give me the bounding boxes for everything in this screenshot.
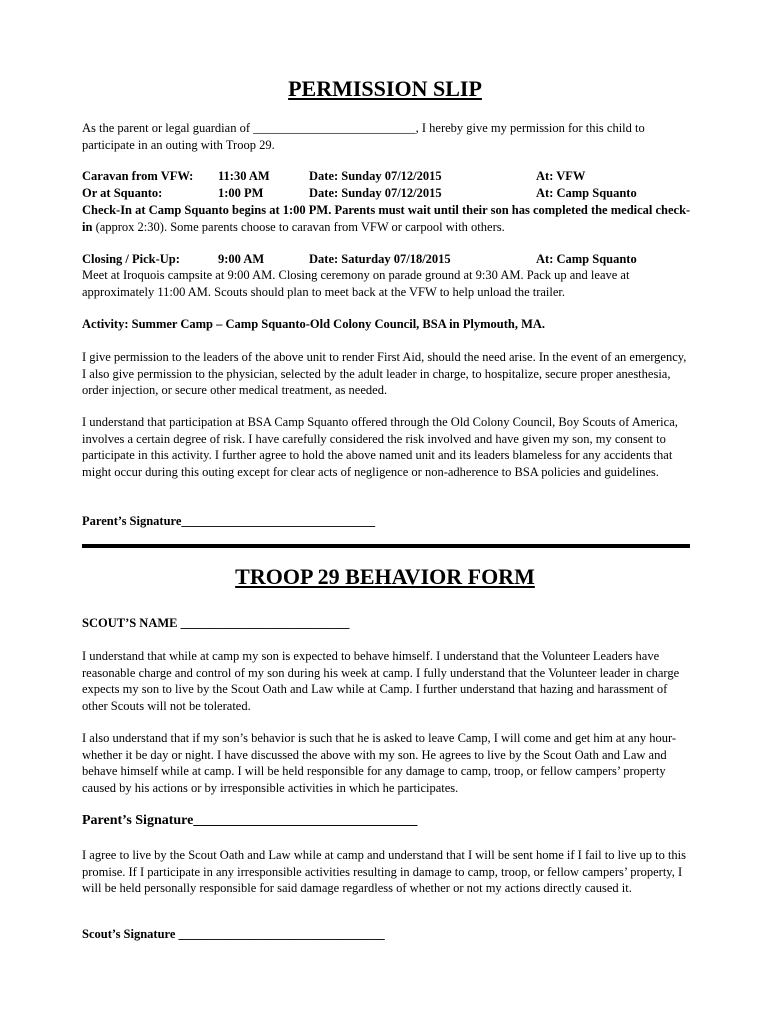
schedule-label: Closing / Pick-Up: <box>82 252 180 266</box>
parent-signature-line[interactable]: Parent’s Signature_______________________________ <box>82 514 376 528</box>
schedule-date: Date: Sunday 07/12/2015 <box>309 186 442 200</box>
schedule-date: Date: Sunday 07/12/2015 <box>309 169 442 183</box>
checkin-paragraph <box>82 202 692 235</box>
permission-slip-title: PERMISSION SLIP <box>288 76 482 101</box>
section-divider <box>82 544 690 548</box>
scout-promise-paragraph: I agree to live by the Scout Oath and Law while at camp and understand that I will be sent home if I fail to live up to this promise. If I participate in any irresponsible activities resulting in damage to camp, troop, or fellow campers’ property, I will be held personally responsible for said damage regardless of whether or not my actions directly caused it. <box>82 848 687 895</box>
intro-paragraph: As the parent or legal guardian of __________________________, I hereby give my permission for this child to participate in an outing with Troop 29. <box>82 121 645 152</box>
schedule-label: Caravan from VFW: <box>82 169 194 183</box>
risk-paragraph: I understand that participation at BSA Camp Squanto offered through the Old Colony Council, Boy Scouts of America, involves a certain degree of risk. I have carefully considered the risk involved and have given my son, my consent to participate in this activity. I further agree to hold the above named unit and its leaders blameless for any accidents that might occur during this outing except for clear acts of negligence or non-adherence to BSA policies and guidelines. <box>82 415 678 479</box>
parent-signature-line-2[interactable]: Parent’s Signature________________________________ <box>82 813 418 828</box>
scout-signature-line[interactable]: Scout’s Signature _________________________________ <box>82 927 385 941</box>
checkin-bold-text: Check-In at Camp Squanto begins at 1:00 PM. Parents must wait until their son has completed the medical check-in <box>82 203 691 234</box>
checkin-note-text: (approx 2:30). Some parents choose to caravan from VFW or carpool with others. <box>92 219 505 234</box>
schedule-time: 1:00 PM <box>218 186 264 200</box>
behavior-form-title: TROOP 29 BEHAVIOR FORM <box>235 564 535 589</box>
schedule-date: Date: Saturday 07/18/2015 <box>309 252 451 266</box>
schedule-time: 11:30 AM <box>218 169 270 183</box>
closing-paragraph: Meet at Iroquois campsite at 9:00 AM. Closing ceremony on parade ground at 9:30 AM. Pack up and leave at approximately 11:00 AM. Scouts should plan to meet back at the VFW to help unload the trailer. <box>82 268 630 299</box>
schedule-location: At: VFW <box>536 169 586 183</box>
first-aid-paragraph: I give permission to the leaders of the above unit to render First Aid, should the need arise. In the event of an emergency, I also give permission to the physician, selected by the adult leader in charge, to hospitalize, secure proper anesthesia, order injection, or secure other medical treatment, as needed. <box>82 350 687 397</box>
behavior-paragraph-2: I also understand that if my son’s behavior is such that he is asked to leave Camp, I will come and get him at any hour-whether it be day or night. I have discussed the above with my son. He agrees to live by the Scout Oath and Law and behave himself while at camp. I will be held responsible for any damage to camp, troop, or fellow campers’ property caused by his actions or by irresponsible activities in which he participates. <box>82 731 677 795</box>
schedule-label: Or at Squanto: <box>82 186 163 200</box>
schedule-time: 9:00 AM <box>218 252 265 266</box>
schedule-location: At: Camp Squanto <box>536 252 637 266</box>
scout-name-line[interactable]: SCOUT’S NAME ___________________________ <box>82 616 350 630</box>
behavior-paragraph-1: I understand that while at camp my son is expected to behave himself. I understand that the Volunteer Leaders have reasonable charge and control of my son during his week at camp. I fully understand that the Volunteer leader in charge expects my son to live by the Scout Oath and Law while at Camp. I further understand that hazing and harassment of other Scouts will not be tolerated. <box>82 649 680 713</box>
activity-line: Activity: Summer Camp – Camp Squanto-Old Colony Council, BSA in Plymouth, MA. <box>82 317 546 331</box>
schedule-location: At: Camp Squanto <box>536 186 637 200</box>
